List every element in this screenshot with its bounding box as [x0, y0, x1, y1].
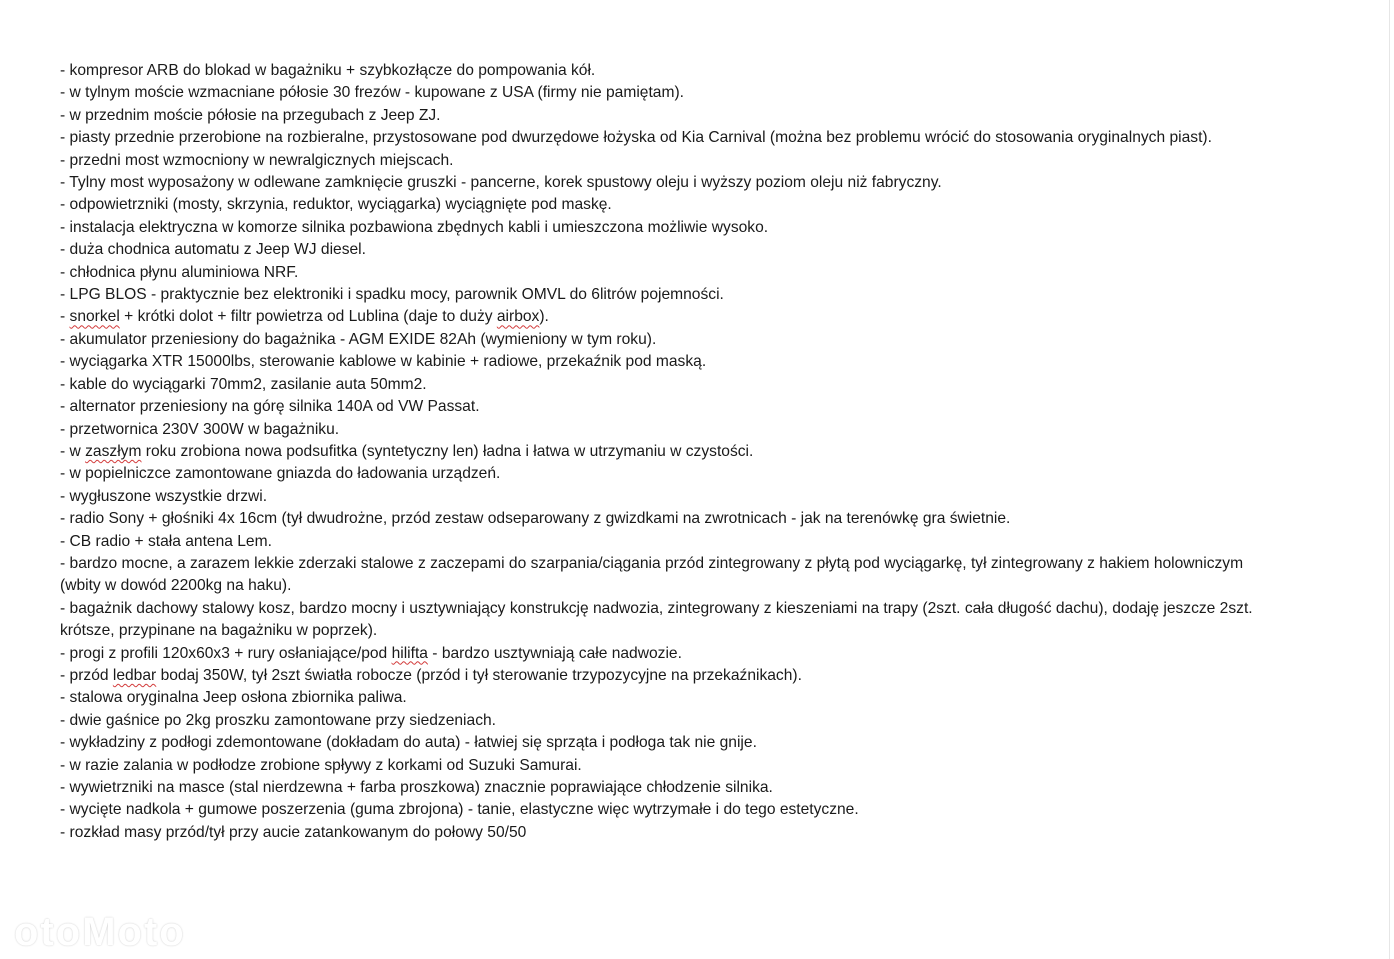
document-line: - przetwornica 230V 300W w bagażniku.	[60, 420, 340, 438]
document-line: - alternator przeniesiony na górę silnika 140A od VW Passat.	[60, 398, 480, 416]
document-line: - CB radio + stała antena Lem.	[60, 532, 272, 550]
document-line: - przedni most wzmocniony w newralgicznych miejscach.	[60, 151, 454, 169]
document-line: - Tylny most wyposażony w odlewane zamknięcie gruszki - pancerne, korek spustowy oleju i wyższy poziom oleju niż fabryczny.	[60, 174, 942, 192]
document-line: - wycięte nadkola + gumowe poszerzenia (guma zbrojona) - tanie, elastyczne więc wytrzymałe i do tego estetyczne.	[60, 801, 859, 819]
document-line	[60, 643, 1350, 665]
document-line: - bardzo mocne, a zarazem lekkie zderzaki stalowe z zaczepami do szarpania/ciągania przód zintegrowany z płytą pod wyciągarkę, tył zintegrowany z hakiem holowniczym	[60, 554, 1244, 572]
document-line: - w razie zalania w podłodze zrobione spływy z korkami od Suzuki Samurai.	[60, 756, 582, 774]
document-line: krótsze, przypinane na bagażniku w poprzek).	[60, 622, 378, 640]
line-text-segment: + krótki dolot + filtr powietrza od Lublina (daje to duży	[119, 308, 497, 326]
line-text-segment: - progi z profili 120x60x3 + rury osłaniające/pod	[60, 644, 392, 662]
document-line: - rozkład masy przód/tył przy aucie zatankowanym do połowy 50/50	[60, 823, 527, 841]
document-line: - wykładziny z podłogi zdemontowane (dokładam do auta) - łatwiej się sprząta i podłoga tak nie gnije.	[60, 734, 757, 752]
document-line	[60, 441, 1350, 463]
document-line: - wyciągarka XTR 15000lbs, sterowanie kablowe w kabinie + radiowe, przekaźnik pod maską.	[60, 353, 707, 371]
document-line: - bagażnik dachowy stalowy kosz, bardzo mocny i usztywniający konstrukcję nadwozia, zintegrowany z kieszeniami na trapy (2szt. cała długość dachu), dodaję jeszcze 2szt.	[60, 599, 1253, 617]
document-line: - LPG BLOS - praktycznie bez elektroniki i spadku mocy, parownik OMVL do 6litrów pojemności.	[60, 286, 724, 304]
spellcheck-flagged-word: ledbar	[112, 666, 157, 684]
document-line: (wbity w dowód 2200kg na haku).	[60, 577, 292, 595]
document-line: - w przednim moście półosie na przegubach z Jeep ZJ.	[60, 106, 441, 124]
document-line: - stalowa oryginalna Jeep osłona zbiornika paliwa.	[60, 689, 407, 707]
line-text-segment: - przód	[60, 666, 113, 684]
document-line: - wywietrzniki na masce (stal nierdzewna + farba proszkowa) znacznie poprawiające chłodzenie silnika.	[60, 779, 773, 796]
spellcheck-flagged-word: hilifta	[391, 644, 428, 662]
spellcheck-flagged-word: airbox	[496, 308, 540, 326]
document-line: - chłodnica płynu aluminiowa NRF.	[60, 263, 299, 281]
spellcheck-flagged-word: snorkel	[69, 308, 120, 326]
line-text-segment: -	[60, 308, 70, 326]
line-text-segment: - bardzo usztywniają całe nadwozie.	[427, 644, 682, 662]
line-text-segment: bodaj 350W, tył 2szt światła robocze (przód i tył sterowanie trzypozycyjne na przekaźnikach).	[156, 666, 802, 684]
document-body	[60, 60, 1350, 844]
document-line: - wygłuszone wszystkie drzwi.	[60, 487, 268, 505]
document-line	[60, 306, 1350, 328]
line-text-segment: roku zrobiona nowa podsufitka (syntetyczny len) ładna i łatwa w utrzymaniu w czystości.	[141, 442, 754, 460]
watermark-logo: otoMoto	[14, 910, 186, 954]
line-text-segment: - w	[60, 442, 86, 460]
document-line: - kompresor ARB do blokad w bagażniku + szybkozłącze do pompowania kół.	[60, 62, 596, 79]
document-line: - dwie gaśnice po 2kg proszku zamontowane przy siedzeniach.	[60, 711, 496, 729]
spellcheck-flagged-word: zaszłym	[85, 442, 142, 460]
document-line: - piasty przednie przerobione na rozbieralne, przystosowane pod dwurzędowe łożyska od Kia Carnival (można bez problemu wrócić do stosowania oryginalnych piast).	[60, 129, 1212, 147]
document-line: - akumulator przeniesiony do bagażnika - AGM EXIDE 82Ah (wymieniony w tym roku).	[60, 330, 657, 348]
document-line	[60, 665, 1350, 687]
page-edge-divider	[1389, 0, 1390, 959]
document-line: - w popielniczce zamontowane gniazda do ładowania urządzeń.	[60, 465, 501, 483]
document-line: - w tylnym moście wzmacniane półosie 30 frezów - kupowane z USA (firmy nie pamiętam).	[60, 84, 684, 102]
document-line: - instalacja elektryczna w komorze silnika pozbawiona zbędnych kabli i umieszczona możliwie wysoko.	[60, 218, 769, 236]
document-line: - kable do wyciągarki 70mm2, zasilanie auta 50mm2.	[60, 375, 427, 393]
line-text-segment: ).	[539, 308, 549, 326]
document-line: - odpowietrzniki (mosty, skrzynia, reduktor, wyciągarka) wyciągnięte pod maskę.	[60, 196, 612, 214]
document-line: - radio Sony + głośniki 4x 16cm (tył dwudrożne, przód zestaw odseparowany z gwizdkami na zwrotnicach - jak na terenówkę gra świetnie.	[60, 510, 1011, 528]
document-line: - duża chodnica automatu z Jeep WJ diesel.	[60, 241, 366, 259]
